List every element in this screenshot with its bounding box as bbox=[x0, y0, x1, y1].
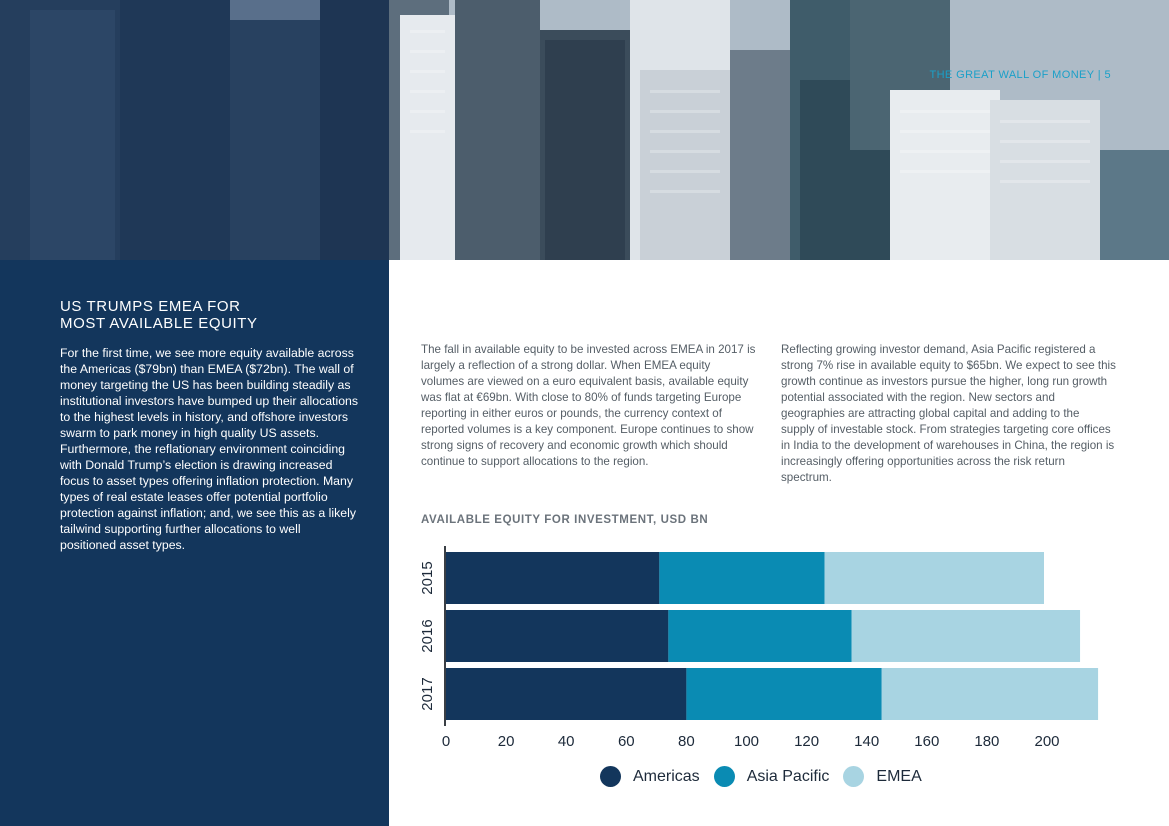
x-tick-label: 140 bbox=[854, 733, 880, 750]
chart-title: AVAILABLE EQUITY FOR INVESTMENT, USD BN bbox=[421, 514, 709, 526]
legend-item-americas bbox=[600, 766, 700, 787]
bar-2017-americas bbox=[446, 668, 686, 720]
header-photo bbox=[0, 0, 1169, 260]
x-tick-label: 20 bbox=[497, 733, 515, 750]
x-tick-label: 80 bbox=[678, 733, 695, 750]
left-panel bbox=[0, 260, 389, 826]
chart-legend bbox=[600, 766, 936, 787]
legend-swatch bbox=[714, 766, 735, 787]
x-tick-label: 180 bbox=[974, 733, 1000, 750]
left-body-text: For the first time, we see more equity available across the Americas ($79bn) than EMEA ($72bn). The wall of money targeting the US has been building steadily as institutional investors have bumped up their allocations to the highest levels in history, and offshore investors swarm to park money in high quality US assets. Furthermore, the reflationary environment coinciding with Donald Trump’s election is drawing increased focus to asset types offering inflation protection. Many types of real estate leases offer potential portfolio protection against inflation; and, we see this as a likely tailwind supporting further allocations to well positioned asset types. bbox=[60, 346, 359, 552]
legend-item-asia-pacific bbox=[714, 766, 830, 787]
x-tick-label: 160 bbox=[914, 733, 940, 750]
x-tick-label: 200 bbox=[1034, 733, 1060, 750]
bar-2017-emea bbox=[882, 668, 1098, 720]
bar-2015-emea bbox=[825, 552, 1044, 604]
x-tick-label: 0 bbox=[441, 733, 451, 750]
x-tick-label: 100 bbox=[733, 733, 760, 750]
category-label-2017: 2017 bbox=[419, 677, 436, 711]
body-column-1: The fall in available equity to be invested across EMEA in 2017 is largely a reflection of a strong dollar. When EMEA equity volumes are viewed on a euro equivalent basis, available equity was flat at €69bn. With close to 80% of funds targeting Europe reporting in either euros or pounds, the currency context of reported volumes is a key component. Europe continues to show strong signs of recovery and economic growth which should continue to support allocations to the region. bbox=[421, 343, 756, 468]
equity-bar-chart bbox=[400, 540, 1120, 760]
body-column-2: Reflecting growing investor demand, Asia Pacific registered a strong 7% rise in available equity to $65bn. We expect to see this growth continue as investors pursue the higher, long run growth potential associated with the region. New sectors and geographies are attracting global capital and adding to the supply of investable stock. From strategies targeting core offices in India to the development of warehouses in China, the region is increasingly offering opportunities across the risk return spectrum. bbox=[781, 343, 1116, 484]
legend-label: Americas bbox=[633, 767, 700, 785]
legend-swatch bbox=[843, 766, 864, 787]
section-title-line2: MOST AVAILABLE EQUITY bbox=[60, 315, 258, 332]
bar-2016-emea bbox=[852, 610, 1080, 662]
legend-label: EMEA bbox=[876, 767, 922, 785]
category-label-2016: 2016 bbox=[419, 619, 436, 653]
bar-2016-asia-pacific bbox=[668, 610, 851, 662]
legend-label: Asia Pacific bbox=[746, 767, 830, 785]
bar-2015-americas bbox=[446, 552, 659, 604]
legend-swatch bbox=[600, 766, 621, 787]
bar-2016-americas bbox=[446, 610, 668, 662]
bar-2017-asia-pacific bbox=[686, 668, 881, 720]
x-tick-label: 120 bbox=[794, 733, 820, 750]
category-label-2015: 2015 bbox=[419, 561, 436, 595]
x-tick-label: 40 bbox=[557, 733, 575, 750]
photo-tint-overlay bbox=[0, 0, 389, 260]
running-head: THE GREAT WALL OF MONEY | 5 bbox=[929, 69, 1111, 81]
legend-item-emea bbox=[843, 766, 921, 787]
x-tick-label: 60 bbox=[617, 733, 635, 750]
section-title bbox=[60, 298, 360, 332]
section-title-line1: US TRUMPS EMEA FOR bbox=[60, 298, 241, 315]
bar-2015-asia-pacific bbox=[659, 552, 824, 604]
